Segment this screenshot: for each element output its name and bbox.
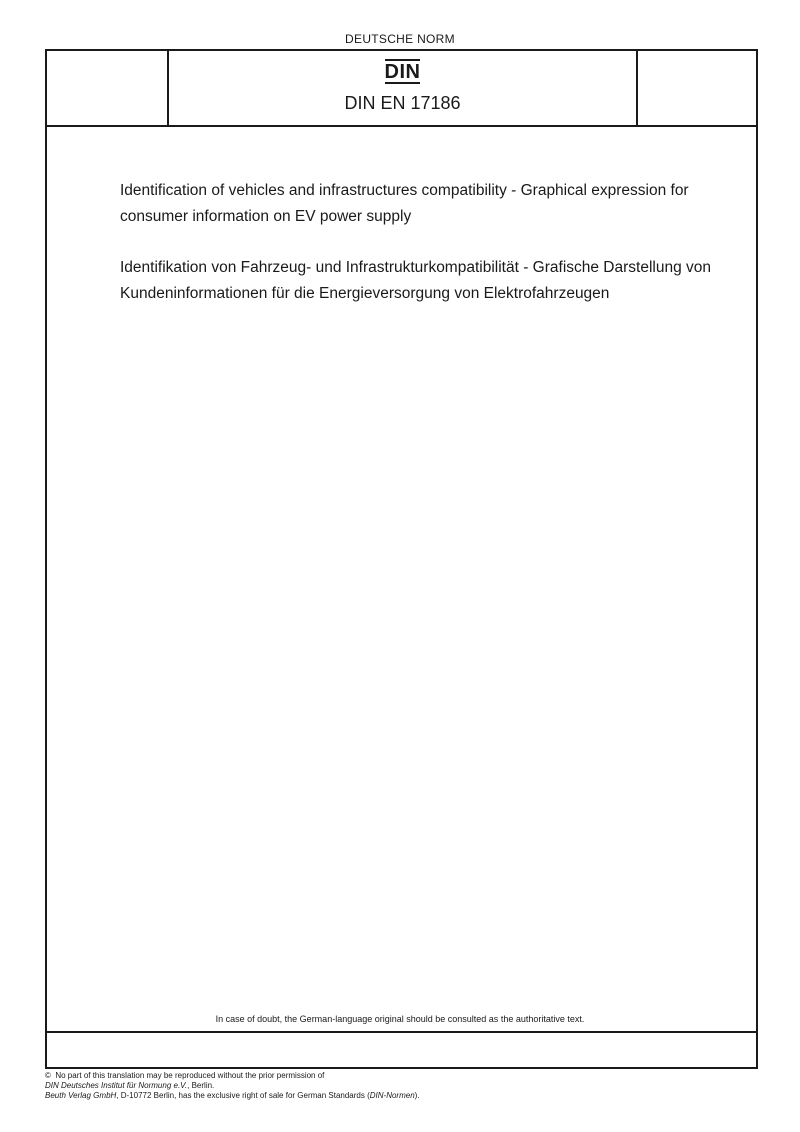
footer-publisher-name: Beuth Verlag GmbH [45,1091,117,1100]
copyright-symbol: © [45,1071,51,1080]
footer-line-2 [45,1081,765,1091]
header-row [47,51,756,127]
title-german: Identifikation von Fahrzeug- und Infrastrukturkompatibilität - Grafische Darstellung von Kundeninformationen für die Energieversorgung von Elektrofahrzeugen [120,259,712,302]
footer-text-3: , D-10772 Berlin, has the exclusive right of sale for German Standards ( [116,1091,370,1100]
titles-block [120,178,740,307]
footer-line-3 [45,1091,765,1101]
header-center-cell [169,51,636,125]
standard-type-label: DEUTSCHE NORM [345,32,455,46]
footer-text-3-end: ). [414,1091,420,1100]
header-left-cell [47,51,169,125]
title-english: Identification of vehicles and infrastructures compatibility - Graphical expression for consumer information on EV power supply [120,182,689,225]
header-right-cell [636,51,756,125]
footer-text-1: No part of this translation may be reproduced without the prior permission of [55,1071,325,1080]
footer-org-name: DIN Deutsches Institut für Normung e.V. [45,1081,188,1090]
footer-text-2: , Berlin. [187,1081,215,1090]
document-number: DIN EN 17186 [344,93,461,113]
din-logo [169,59,636,84]
copyright-footer [45,1071,765,1101]
authoritative-text-note: In case of doubt, the German-language original should be consulted as the authoritative text. [215,1014,585,1024]
footer-line-1 [45,1071,765,1081]
footer-din-normen: DIN-Normen [369,1091,415,1100]
din-logo-text: DIN [384,61,421,83]
bottom-row [47,1031,756,1067]
